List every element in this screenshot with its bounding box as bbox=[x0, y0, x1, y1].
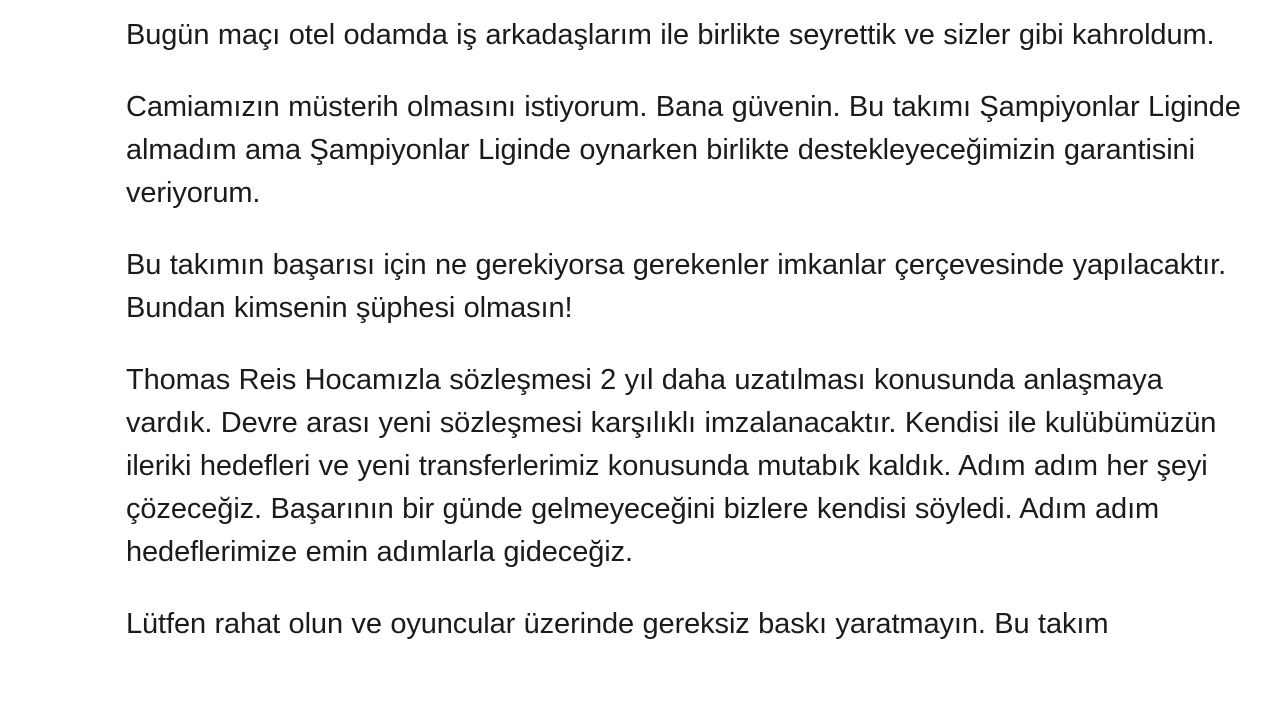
document-text-column bbox=[126, 14, 1246, 646]
paragraph-2: Camiamızın müsterih olmasını istiyorum. Bana güvenin. Bu takımı Şampiyonlar Liginde almadım ama Şampiyonlar Liginde oynarken birlikte destekleyeceğimizin garantisini veriyorum. bbox=[126, 91, 1241, 209]
paragraph-1: Bugün maçı otel odamda iş arkadaşlarım ile birlikte seyrettik ve sizler gibi kahroldum. bbox=[126, 19, 1215, 51]
paragraph-3: Bu takımın başarısı için ne gerekiyorsa gerekenler imkanlar çerçevesinde yapılacaktır. Bundan kimsenin şüphesi olmasın! bbox=[126, 249, 1227, 324]
paragraph-5: Lütfen rahat olun ve oyuncular üzerinde gereksiz baskı yaratmayın. Bu takım bbox=[126, 608, 1109, 640]
paragraph-4: Thomas Reis Hocamızla sözleşmesi 2 yıl daha uzatılması konusunda anlaşmaya vardık. Devre arası yeni sözleşmesi karşılıklı imzalanacaktır. Kendisi ile kulübümüzün ileriki hedefleri ve yeni transferlerimiz konusunda mutabık kaldık. Adım adım her şeyi çözeceğiz. Başarının bir günde gelmeyeceğini bizlere kendisi söyledi. Adım adım hedeflerimize emin adımlarla gideceğiz. bbox=[126, 364, 1217, 568]
